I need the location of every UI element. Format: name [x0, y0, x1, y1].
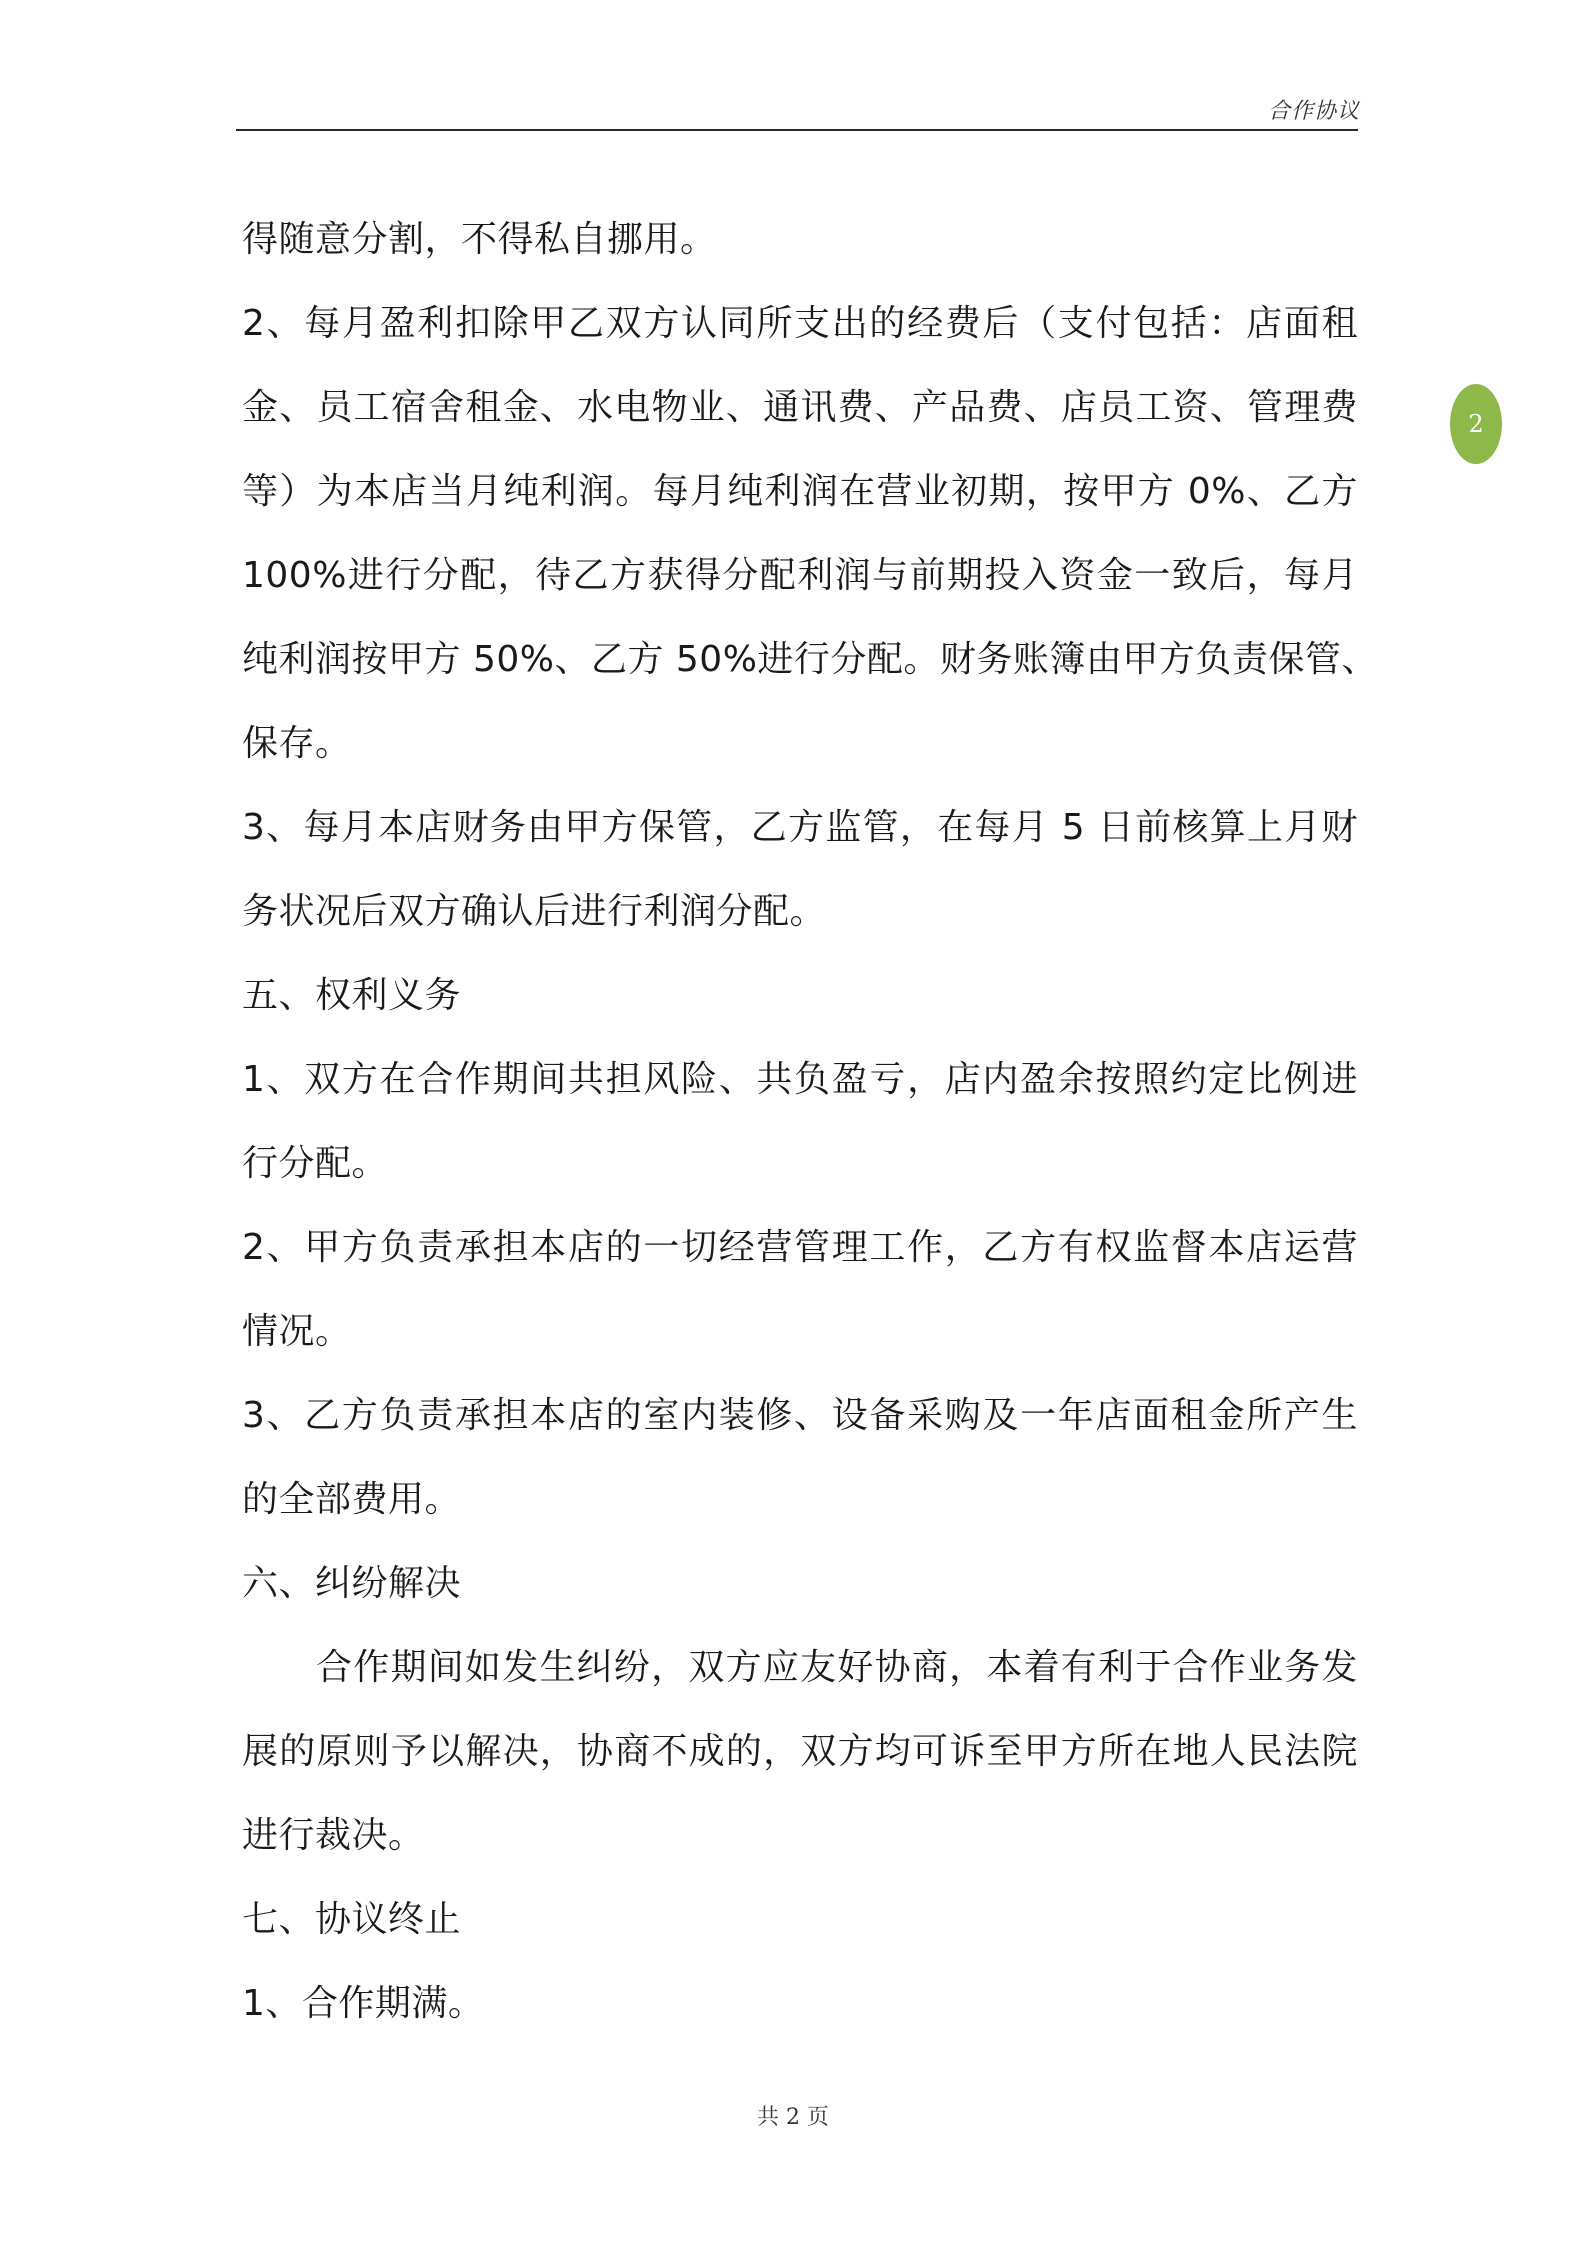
body-line: 等）为本店当月纯利润。每月纯利润在营业初期，按甲方 0%、乙方	[242, 471, 1358, 512]
body-line: 金、员工宿舍租金、水电物业、通讯费、产品费、店员工资、管理费	[242, 387, 1358, 428]
body-line: 得随意分割，不得私自挪用。	[242, 219, 717, 260]
body-line: 进行裁决。	[242, 1815, 425, 1856]
body-line: 保存。	[242, 723, 352, 764]
body-line: 的全部费用。	[242, 1479, 462, 1520]
body-line: 纯利润按甲方 50%、乙方 50%进行分配。财务账簿由甲方负责保管、	[242, 639, 1378, 680]
footer-page-count: 共 2 页	[757, 2105, 829, 2130]
body-line: 2、甲方负责承担本店的一切经营管理工作，乙方有权监督本店运营	[242, 1227, 1358, 1268]
body-line: 1、双方在合作期间共担风险、共负盈亏，店内盈余按照约定比例进	[242, 1059, 1358, 1100]
body-line: 情况。	[242, 1311, 352, 1352]
body-line: 2、每月盈利扣除甲乙双方认同所支出的经费后（支付包括：店面租	[242, 303, 1358, 344]
body-line: 3、乙方负责承担本店的室内装修、设备采购及一年店面租金所产生	[242, 1395, 1358, 1436]
body-line: 展的原则予以解决，协商不成的，双方均可诉至甲方所在地人民法院	[242, 1731, 1358, 1772]
body-line: 行分配。	[242, 1143, 389, 1184]
body-line: 3、每月本店财务由甲方保管，乙方监管，在每月 5 日前核算上月财	[242, 807, 1358, 848]
document-body	[242, 198, 1378, 2046]
body-line: 合作期间如发生纠纷，双方应友好协商，本着有利于合作业务发	[316, 1647, 1358, 1688]
body-line: 100%进行分配，待乙方获得分配利润与前期投入资金一致后，每月	[242, 555, 1358, 596]
section-heading: 七、协议终止	[242, 1899, 462, 1940]
section-heading: 五、权利义务	[242, 975, 462, 1016]
section-heading: 六、纠纷解决	[242, 1563, 462, 1604]
page-number-badge: 2	[1450, 384, 1502, 464]
header-title: 合作协议	[1267, 99, 1360, 124]
body-line: 务状况后双方确认后进行利润分配。	[242, 891, 827, 932]
body-line: 1、合作期满。	[242, 1983, 485, 2024]
header-divider	[236, 129, 1358, 131]
